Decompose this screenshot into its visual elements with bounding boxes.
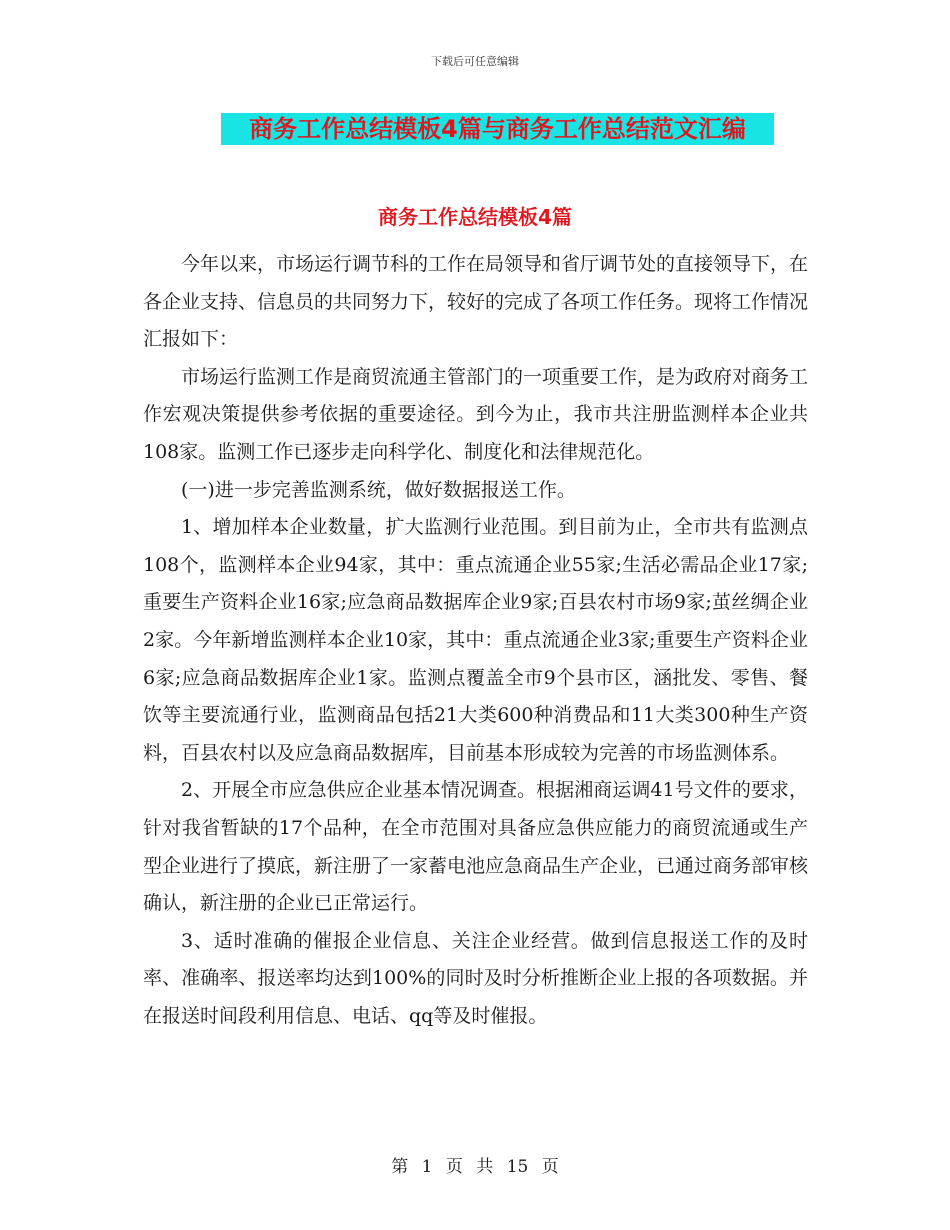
paragraph-section-heading: (一)进一步完善监测系统，做好数据报送工作。 (181, 478, 576, 501)
document-body (143, 246, 808, 1035)
document-main-title: 商务工作总结模板4篇与商务工作总结范文汇编 (221, 113, 774, 145)
section-title: 商务工作总结模板4篇 (378, 205, 572, 229)
download-note: 下载后可任意编辑 (431, 55, 519, 68)
paragraph-item-1: 1、增加样本企业数量，扩大监测行业范围。到目前为止，全市共有监测点108个，监测样本企业94家，其中：重点流通企业55家;生活必需品企业17家;重要生产资料企业16家;应急商品数据库企业9家;百县农村市场9家;茧丝绸企业2家。今年新增监测样本企业10家，其中：重点流通企业3家;重要生产资料企业6家;应急商品数据库企业1家。监测点覆盖全市9个县市区，涵批发、零售、餐饮等主要流通行业，监测商品包括21大类600种消费品和11大类300种生产资料，百县农村以及应急商品数据库，目前基本形成较为完善的市场监测体系。 (143, 516, 808, 764)
page-number: 第 1 页 共 15 页 (391, 1157, 559, 1177)
paragraph-intro: 今年以来，市场运行调节科的工作在局领导和省厅调节处的直接领导下，在各企业支持、信息员的共同努力下，较好的完成了各项工作任务。现将工作情况汇报如下： (143, 253, 809, 351)
paragraph-item-3: 3、适时准确的催报企业信息、关注企业经营。做到信息报送工作的及时率、准确率、报送率均达到100%的同时及时分析推断企业上报的各项数据。并在报送时间段利用信息、电话、qq等及时催报。 (143, 929, 808, 1027)
paragraph-item-2: 2、开展全市应急供应企业基本情况调查。根据湘商运调41号文件的要求，针对我省暂缺的17个品种，在全市范围对具备应急供应能力的商贸流通或生产型企业进行了摸底，新注册了一家蓄电池应急商品生产企业，已通过商务部审核确认，新注册的企业已正常运行。 (143, 779, 809, 915)
paragraph-monitoring-overview: 市场运行监测工作是商贸流通主管部门的一项重要工作，是为政府对商务工作宏观决策提供参考依据的重要途径。到今为止，我市共注册监测样本企业共108家。监测工作已逐步走向科学化、制度化和法律规范化。 (143, 365, 809, 463)
